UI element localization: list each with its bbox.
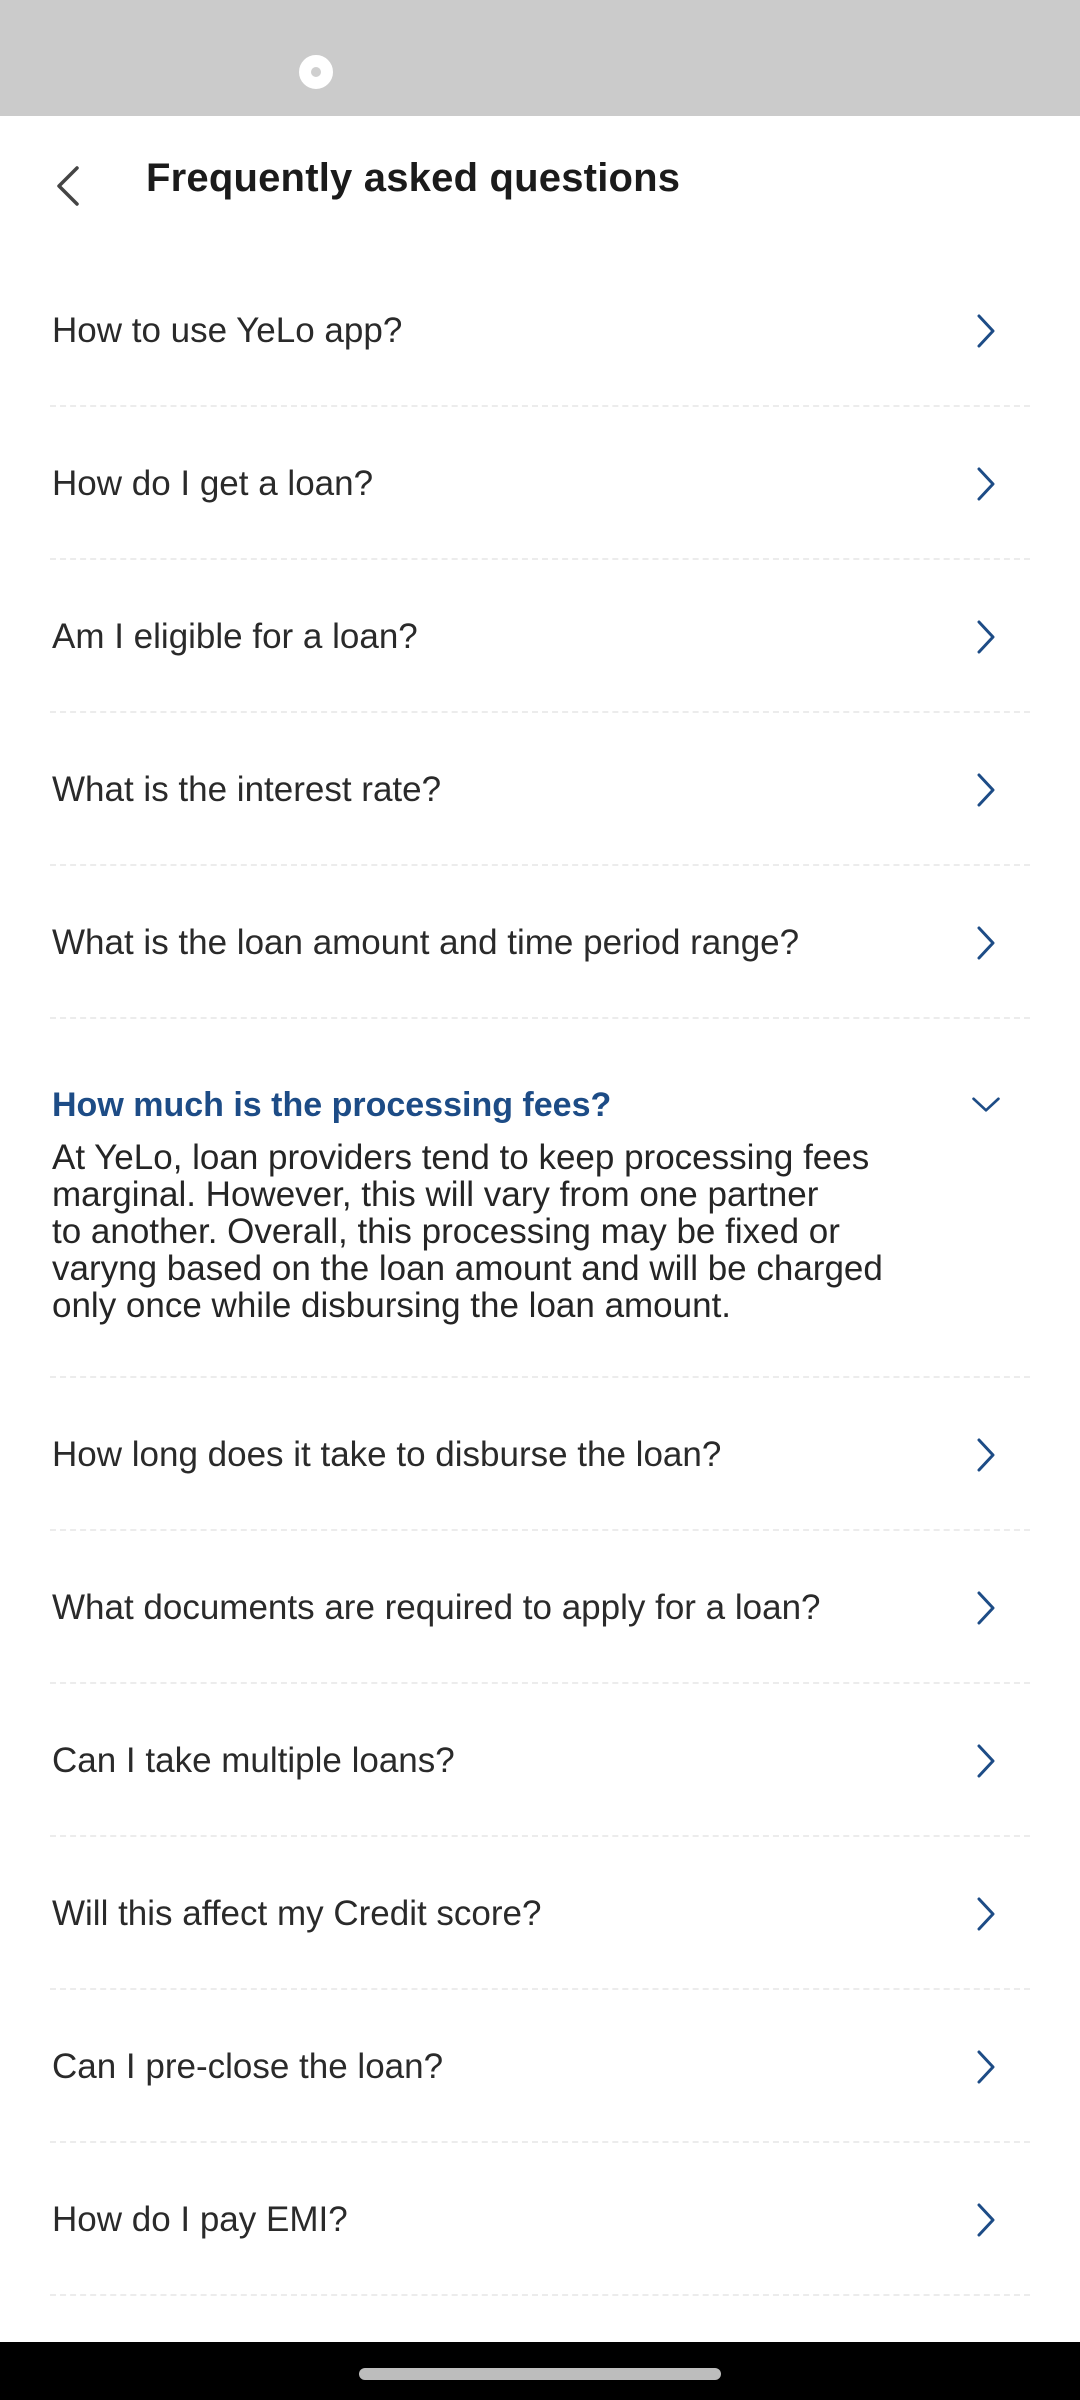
faq-item[interactable] — [0, 2143, 1080, 2296]
faq-item[interactable] — [0, 1531, 1080, 1684]
faq-row[interactable] — [0, 1531, 1080, 1684]
faq-question: How much is the processing fees? — [52, 1086, 612, 1124]
faq-row[interactable] — [0, 1990, 1080, 2143]
faq-row[interactable] — [0, 1378, 1080, 1531]
faq-answer-line: At YeLo, loan providers tend to keep processing fees — [52, 1138, 870, 1177]
faq-answer-line: varyng based on the loan amount and will be charged — [52, 1249, 883, 1288]
app-header — [0, 116, 1080, 256]
faq-question: How long does it take to disburse the loan? — [52, 1434, 722, 1474]
chevron-right-icon — [970, 1894, 1002, 1934]
faq-question: Am I eligible for a loan? — [52, 616, 418, 656]
faq-item[interactable] — [0, 1837, 1080, 1990]
faq-item[interactable] — [0, 560, 1080, 713]
faq-question: What is the loan amount and time period range? — [52, 922, 800, 962]
faq-answer-line: to another. Overall, this processing may be fixed or — [52, 1212, 840, 1251]
faq-answer-line: only once while disbursing the loan amount. — [52, 1286, 732, 1325]
chevron-right-icon — [970, 617, 1002, 657]
chevron-right-icon — [970, 311, 1002, 351]
faq-question: How do I pay EMI? — [52, 2199, 348, 2239]
faq-question: How to use YeLo app? — [52, 310, 403, 350]
faq-row[interactable] — [0, 713, 1080, 866]
faq-row[interactable] — [0, 560, 1080, 713]
faq-question: Will this affect my Credit score? — [52, 1893, 542, 1933]
chevron-right-icon — [970, 464, 1002, 504]
faq-item[interactable] — [0, 254, 1080, 407]
faq-list — [0, 254, 1080, 2296]
faq-item-expanded[interactable] — [0, 1019, 1080, 1378]
faq-row[interactable] — [0, 1837, 1080, 1990]
system-navigation-bar — [0, 2342, 1080, 2400]
faq-question: Can I pre-close the loan? — [52, 2046, 444, 2086]
faq-row[interactable] — [0, 1019, 1080, 1125]
faq-question: How do I get a loan? — [52, 463, 374, 503]
divider — [50, 2294, 1030, 2296]
status-bar — [0, 0, 1080, 116]
chevron-right-icon — [970, 1435, 1002, 1475]
faq-answer-line: marginal. However, this will vary from one partner — [52, 1175, 819, 1214]
faq-row[interactable] — [0, 254, 1080, 407]
faq-row[interactable] — [0, 866, 1080, 1019]
chevron-right-icon — [970, 923, 1002, 963]
faq-row[interactable] — [0, 407, 1080, 560]
chevron-down-icon — [970, 1085, 1002, 1125]
faq-row[interactable] — [0, 2143, 1080, 2296]
home-indicator[interactable] — [359, 2368, 721, 2380]
page-title: Frequently asked questions — [146, 156, 681, 200]
back-button[interactable] — [40, 158, 96, 214]
faq-question: Can I take multiple loans? — [52, 1740, 455, 1780]
faq-item[interactable] — [0, 713, 1080, 866]
faq-answer — [52, 1125, 1042, 1378]
chevron-right-icon — [970, 1741, 1002, 1781]
record-indicator-icon — [299, 55, 333, 89]
faq-question: What is the interest rate? — [52, 769, 442, 809]
faq-row[interactable] — [0, 1684, 1080, 1837]
chevron-right-icon — [970, 2047, 1002, 2087]
faq-item[interactable] — [0, 1990, 1080, 2143]
faq-question: What documents are required to apply for a loan? — [52, 1587, 821, 1627]
chevron-right-icon — [970, 2200, 1002, 2240]
faq-item[interactable] — [0, 1378, 1080, 1531]
faq-item[interactable] — [0, 407, 1080, 560]
chevron-right-icon — [970, 1588, 1002, 1628]
faq-item[interactable] — [0, 1684, 1080, 1837]
faq-item[interactable] — [0, 866, 1080, 1019]
chevron-left-icon — [53, 164, 83, 208]
chevron-right-icon — [970, 770, 1002, 810]
